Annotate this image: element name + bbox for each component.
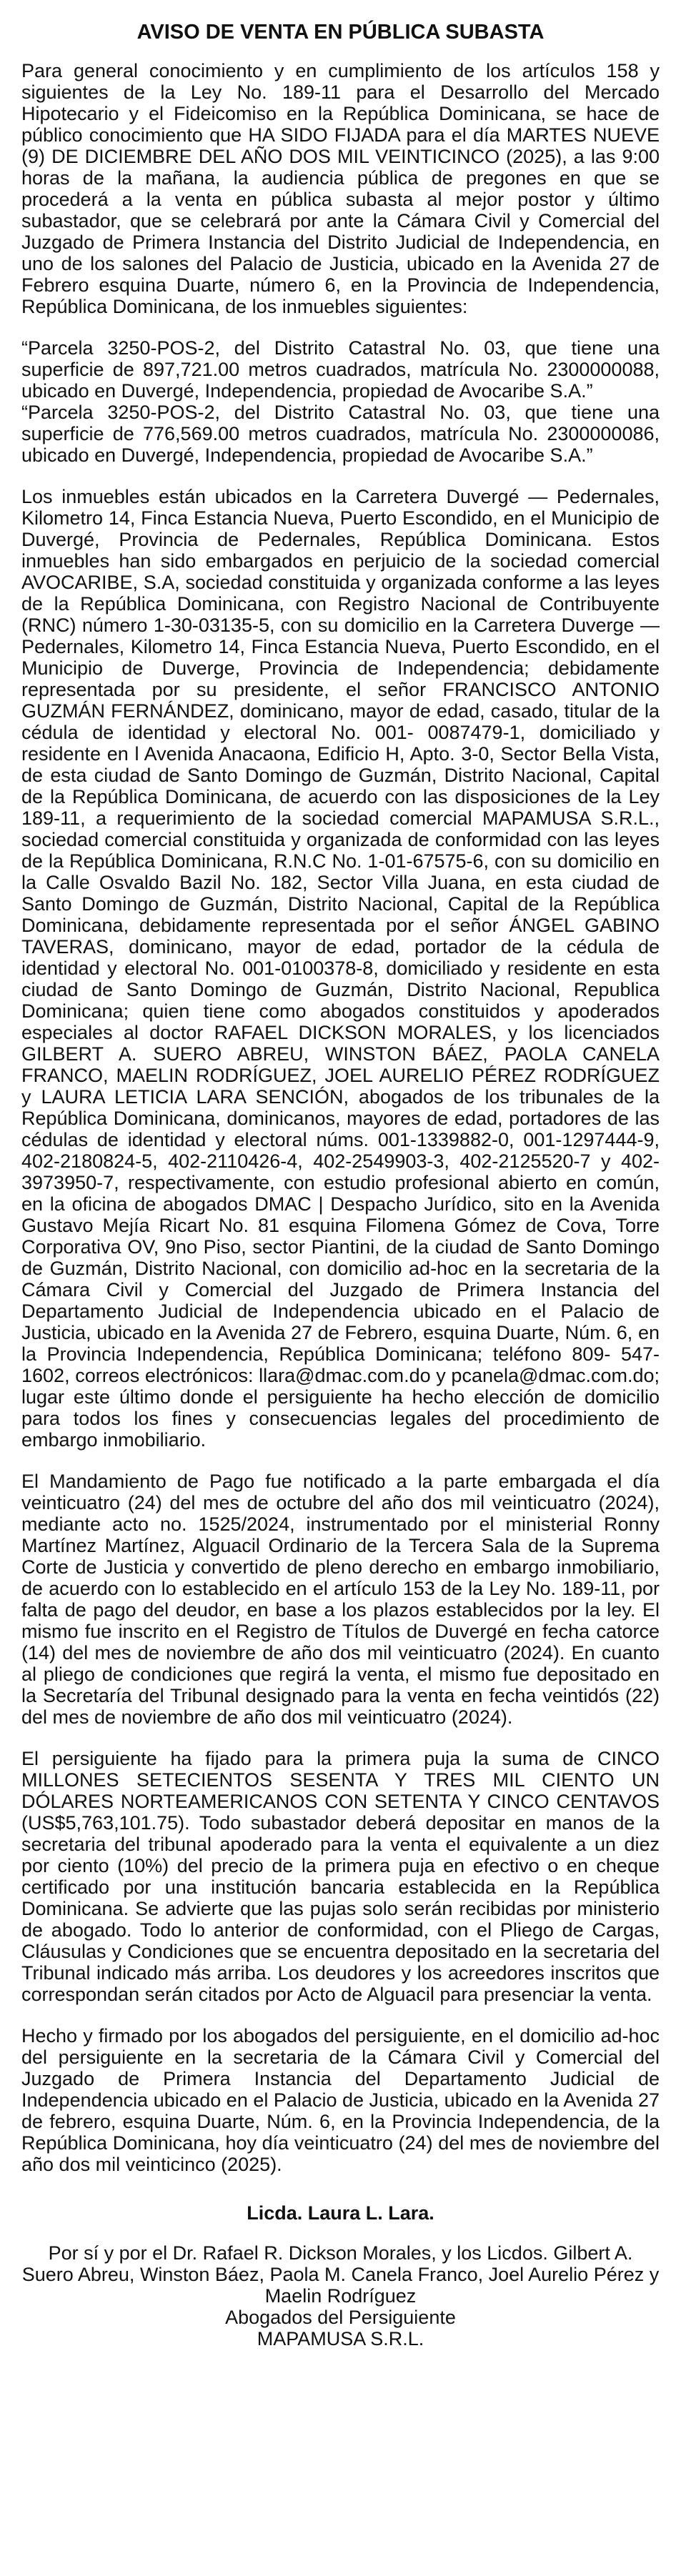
parcel-item: “Parcela 3250-POS-2, del Distrito Catastral No. 03, que tiene una superficie de 897,721.00 metros cuadrados, matrícula No. 2300000088, ubicado en Duvergé, Independencia, propiedad de Avocaribe S.A.”: [21, 337, 660, 402]
parcel-item: “Parcela 3250-POS-2, del Distrito Catastral No. 03, que tiene una superficie de 776,569.00 metros cuadrados, matrícula No. 2300000086, ubicado en Duvergé, Independencia, propiedad de Avocaribe S.A.”: [21, 402, 660, 466]
mandamiento-paragraph: El Mandamiento de Pago fue notificado a la parte embargada el día veinticuatro (24) del mes de octubre del año dos mil veinticuatro (2024), mediante acto no. 1525/2024, instrumentado por el ministerial Ronny Martínez Martínez, Alguacil Ordinario de la Tercera Sala de la Suprema Corte de Justicia y convertido de pleno derecho en embargo inmobiliario, de acuerdo con lo establecido en el artículo 153 de la Ley No. 189-11, por falta de pago del deudor, en base a los plazos establecidos por la ley. El mismo fue inscrito en el Registro de Títulos de Duvergé en fecha catorce (14) del mes de noviembre de año dos mil veinticuatro (2024). En cuanto al pliego de condiciones que regirá la venta, el mismo fue depositado en la Secretaría del Tribunal designado para la venta en fecha veintidós (22) del mes de noviembre de año dos mil veinticuatro (2024).: [21, 1471, 660, 1728]
intro-paragraph: Para general conocimiento y en cumplimiento de los artículos 158 y siguientes de la Ley No. 189-11 para el Desarrollo del Mercado Hipotecario y el Fideicomiso en la República Dominicana, se hace de público conocimiento que HA SIDO FIJADA para el día MARTES NUEVE (9) DE DICIEMBRE DEL AÑO DOS MIL VEINTICINCO (2025), a las 9:00 horas de la mañana, la audiencia pública de pregones en que se procederá a la venta en pública subasta al mejor postor y último subastador, que se celebrará por ante la Cámara Civil y Comercial del Juzgado de Primera Instancia del Distrito Judicial de Independencia, en uno de los salones del Palacio de Justicia, ubicado en la Avenida 27 de Febrero esquina Duarte, número 6, en la Provincia de Independencia, República Dominicana, de los inmuebles siguientes:: [21, 60, 660, 317]
signer-name: Licda. Laura L. Lara.: [247, 2202, 434, 2224]
parcel-list: [21, 337, 660, 466]
notice-title: AVISO DE VENTA EN PÚBLICA SUBASTA: [136, 21, 545, 44]
signoff-block: Por sí y por el Dr. Rafael R. Dickson Morales, y los Licdos. Gilbert A. Suero Abreu, Winston Báez, Paola M. Canela Franco, Joel Aurelio Pérez y Maelin Rodríguez Abogados del Persiguiente MAPAMUSA S.R.L.: [21, 2242, 660, 2349]
price-paragraph: El persiguiente ha fijado para la primera puja la suma de CINCO MILLONES SETECIENTOS SESENTA Y TRES MIL CIENTO UN DÓLARES NORTEAMERICANOS CON SETENTA Y CINCO CENTAVOS (US$5,763,101.75). Todo subastador deberá depositar en manos de la secretaria del tribunal apoderado para la venta el equivalente a un diez por ciento (10%) del precio de la primera puja en efectivo o en cheque certificado por una institución bancaria establecida en la República Dominicana. Se advierte que las pujas solo serán recibidas por ministerio de abogado. Todo lo anterior de conformidad, con el Pliego de Cargas, Cláusulas y Condiciones que se encuentra depositado en la secretaria del Tribunal indicado más arriba. Los deudores y los acreedores inscritos que correspondan serán citados por Acto de Alguacil para presenciar la venta.: [21, 1748, 660, 2005]
location-paragraph: Los inmuebles están ubicados en la Carretera Duvergé — Pedernales, Kilometro 14, Finca Estancia Nueva, Puerto Escondido, en el Municipio de Duvergé, Provincia de Pedernales, República Dominicana. Estos inmuebles han sido embargados en perjuicio de la sociedad comercial AVOCARIBE, S.A, sociedad constituida y organizada conforme a las leyes de la República Dominicana, con Registro Nacional de Contribuyente (RNC) número 1-30-03135-5, con su domicilio en la Carretera Duverge —Pedernales, Kilometro 14, Finca Estancia Nueva, Puerto Escondido, en el Municipio de Duverge, Provincia de Independencia; debidamente representada por su presidente, el señor FRANCISCO ANTONIO GUZMÁN FERNÁNDEZ, dominicano, mayor de edad, casado, titular de la cédula de identidad y electoral No. 001- 0087479-1, domiciliado y residente en l Avenida Anacaona, Edificio H, Apto. 3-0, Sector Bella Vista, de esta ciudad de Santo Domingo de Guzmán, Distrito Nacional, Capital de la República Dominicana, de acuerdo con las disposiciones de la Ley 189-11, a requerimiento de la sociedad comercial MAPAMUSA S.R.L., sociedad comercial constituida y organizada de conformidad con las leyes de la República Dominicana, R.N.C No. 1-01-67575-6, con su domicilio en la Calle Osvaldo Bazil No. 182, Sector Villa Juana, en esta ciudad de Santo Domingo de Guzmán, Distrito Nacional, Capital de la República Dominicana, debidamente representada por el señor ÁNGEL GABINO TAVERAS, dominicano, mayor de edad, portador de la cédula de identidad y electoral No. 001-0100378-8, domiciliado y residente en esta ciudad de Santo Domingo de Guzmán, Distrito Nacional, Republica Dominicana; quien tiene como abogados constituidos y apoderados especiales al doctor RAFAEL DICKSON MORALES, y los licenciados GILBERT A. SUERO ABREU, WINSTON BÁEZ, PAOLA CANELA FRANCO, MAELIN RODRÍGUEZ, JOEL AURELIO PÉREZ RODRÍGUEZ y LAURA LETICIA LARA SENCIÓN, abogados de los tribunales de la República Dominicana, dominicanos, mayores de edad, portadores de las cédulas de identidad y electoral núms. 001-1339882-0, 001-1297444-9, 402-2180824-5, 402-2110426-4, 402-2549903-3, 402-2125520-7 y 402-3973950-7, respectivamente, con estudio profesional abierto en común, en la oficina de abogados DMAC | Despacho Jurídico, sito en la Avenida Gustavo Mejía Ricart No. 81 esquina Filomena Gómez de Cova, Torre Corporativa OV, 9no Piso, sector Piantini, de la ciudad de Santo Domingo de Guzmán, Distrito Nacional, con domicilio ad-hoc en la secretaria de la Cámara Civil y Comercial del Juzgado de Primera Instancia del Departamento Judicial de Independencia ubicado en el Palacio de Justicia, ubicado en la Avenida 27 de Febrero, esquina Duarte, Núm. 6, en la Provincia Independencia, República Dominicana; teléfono 809- 547-1602, correos electrónicos: llara@dmac.com.do y pcanela@dmac.com.do; lugar este último donde el persiguiente ha hecho elección de domicilio para todos los fines y consecuencias legales del procedimiento de embargo inmobiliario.: [21, 486, 660, 1451]
closing-paragraph: Hecho y firmado por los abogados del persiguiente, en el domicilio ad-hoc del persiguiente en la secretaria de la Cámara Civil y Comercial del Juzgado de Primera Instancia del Departamento Judicial de Independencia ubicado en el Palacio de Justicia, ubicado en la Avenida 27 de febrero, esquina Duarte, Núm. 6, en la Provincia Independencia, de la República Dominicana, hoy día veinticuatro (24) del mes de noviembre del año dos mil veinticinco (2025).: [21, 2025, 660, 2175]
